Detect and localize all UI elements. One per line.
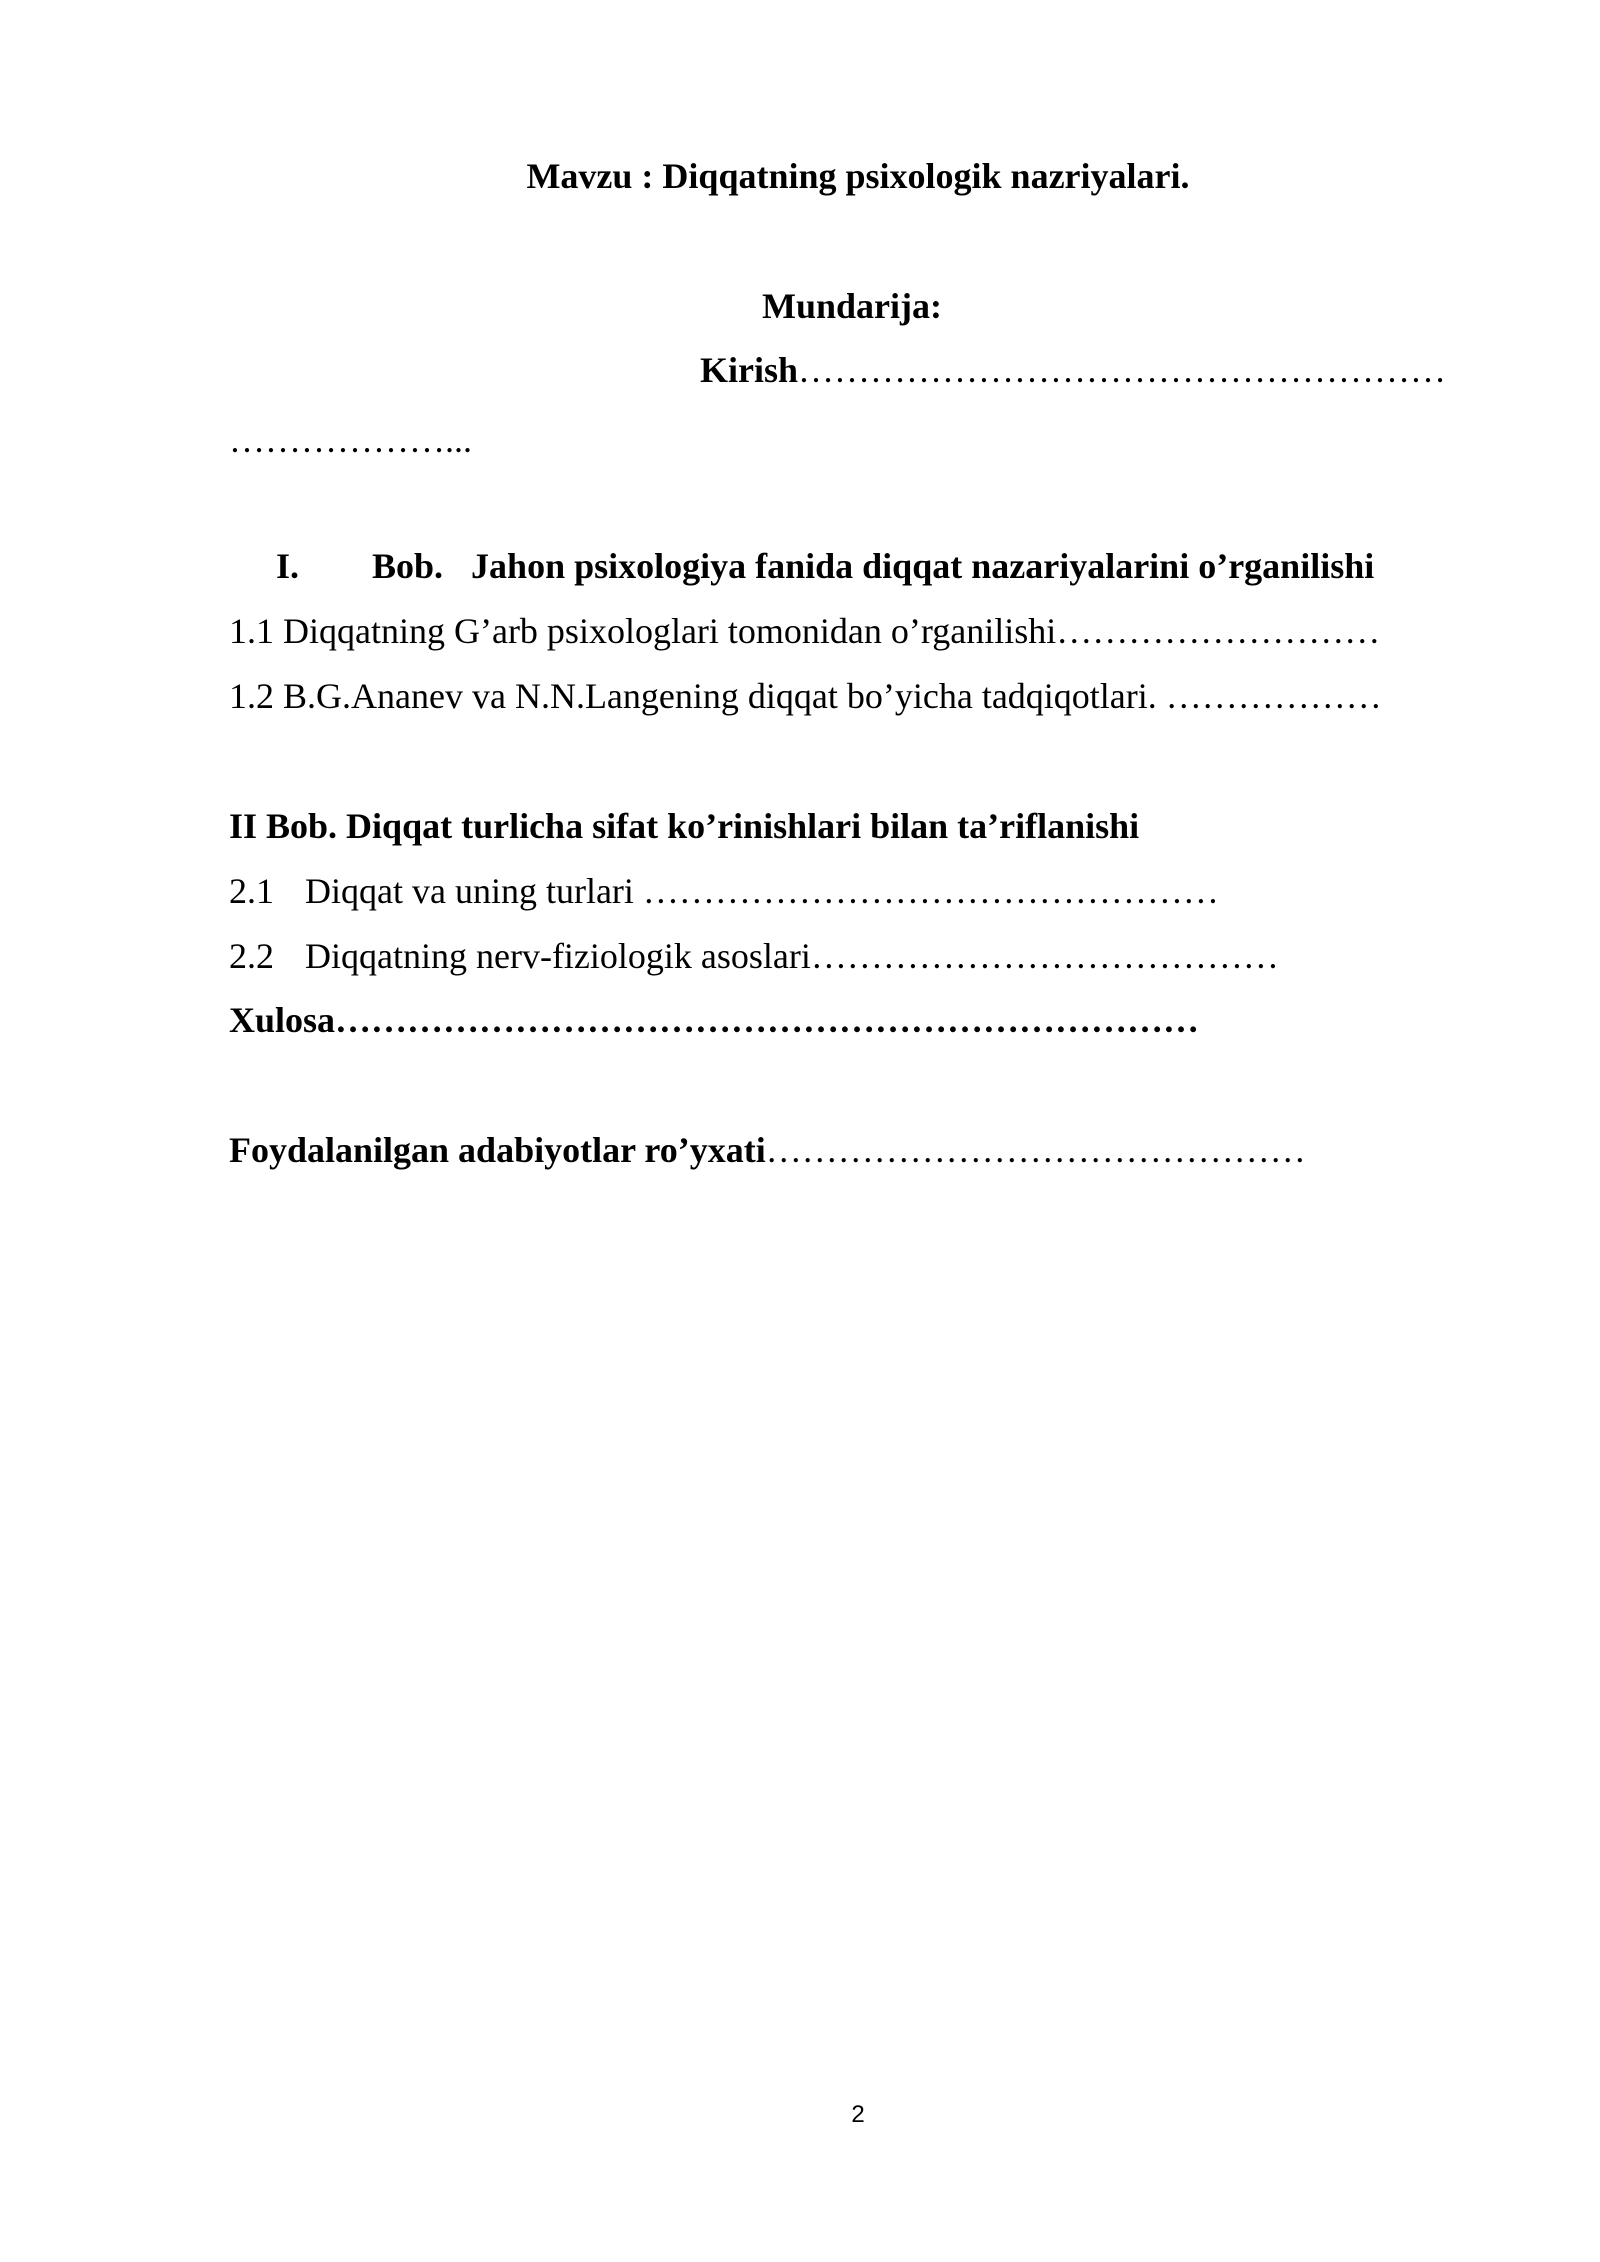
toc-entry-1-1 xyxy=(229,609,1380,653)
toc-entry-leader: ……………………………………………………………… xyxy=(335,1000,1200,1040)
toc-entry-leader: ………………………………… xyxy=(810,936,1279,976)
page-number: 2 xyxy=(851,2101,865,2128)
toc-entry-intro xyxy=(700,348,1446,392)
toc-entry-label: Foydalanilgan adabiyotlar ro’yxati xyxy=(229,1130,766,1170)
toc-entry-leader: ………………………………………… xyxy=(642,871,1219,911)
chapter-bob-label: Bob. xyxy=(372,546,444,586)
toc-entry-leader: ……………………………………… xyxy=(765,1130,1306,1170)
toc-entry-label: Xulosa xyxy=(229,1000,336,1040)
toc-entry-text: Diqqatning nerv-fiziologik asoslari xyxy=(305,936,811,976)
toc-entry-2-2 xyxy=(229,934,1279,978)
toc-entry-leader: ……………………… xyxy=(1056,611,1381,651)
toc-heading: Mundarija: xyxy=(762,286,942,326)
toc-entry-1-2 xyxy=(229,674,1382,718)
toc-entry-text: 1.1 Diqqatning G’arb psixologlari tomonidan o’rganilishi xyxy=(229,611,1057,651)
toc-entry-2-1 xyxy=(229,869,1219,913)
toc-entry-conclusion xyxy=(229,998,1199,1042)
toc-entry-text: 1.2 B.G.Ananev va N.N.Langening diqqat bo’yicha tadqiqotlari. xyxy=(229,676,1157,716)
chapter-number: I. xyxy=(276,546,300,586)
toc-entry-leader: ……………………………………………… xyxy=(798,350,1447,390)
toc-entry-number: 2.1 xyxy=(229,871,274,911)
chapter-heading-2: II Bob. Diqqat turlicha sifat ko’rinishlari bilan ta’riflanishi xyxy=(229,806,1140,846)
toc-entry-references xyxy=(229,1128,1306,1172)
toc-entry-text: Diqqat va uning turlari xyxy=(305,871,643,911)
chapter-title: Jahon psixologiya fanida diqqat nazariyalarini o’rganilishi xyxy=(471,546,1375,586)
toc-entry-leader: ……………… xyxy=(1156,676,1382,716)
toc-entry-label: Kirish xyxy=(700,350,799,390)
toc-entry-leader-continuation: ………………... xyxy=(229,420,472,460)
chapter-heading-1 xyxy=(276,544,1374,588)
document-title: Mavzu : Diqqatning psixologik nazriyalari. xyxy=(526,156,1190,196)
toc-entry-number: 2.2 xyxy=(229,936,274,976)
